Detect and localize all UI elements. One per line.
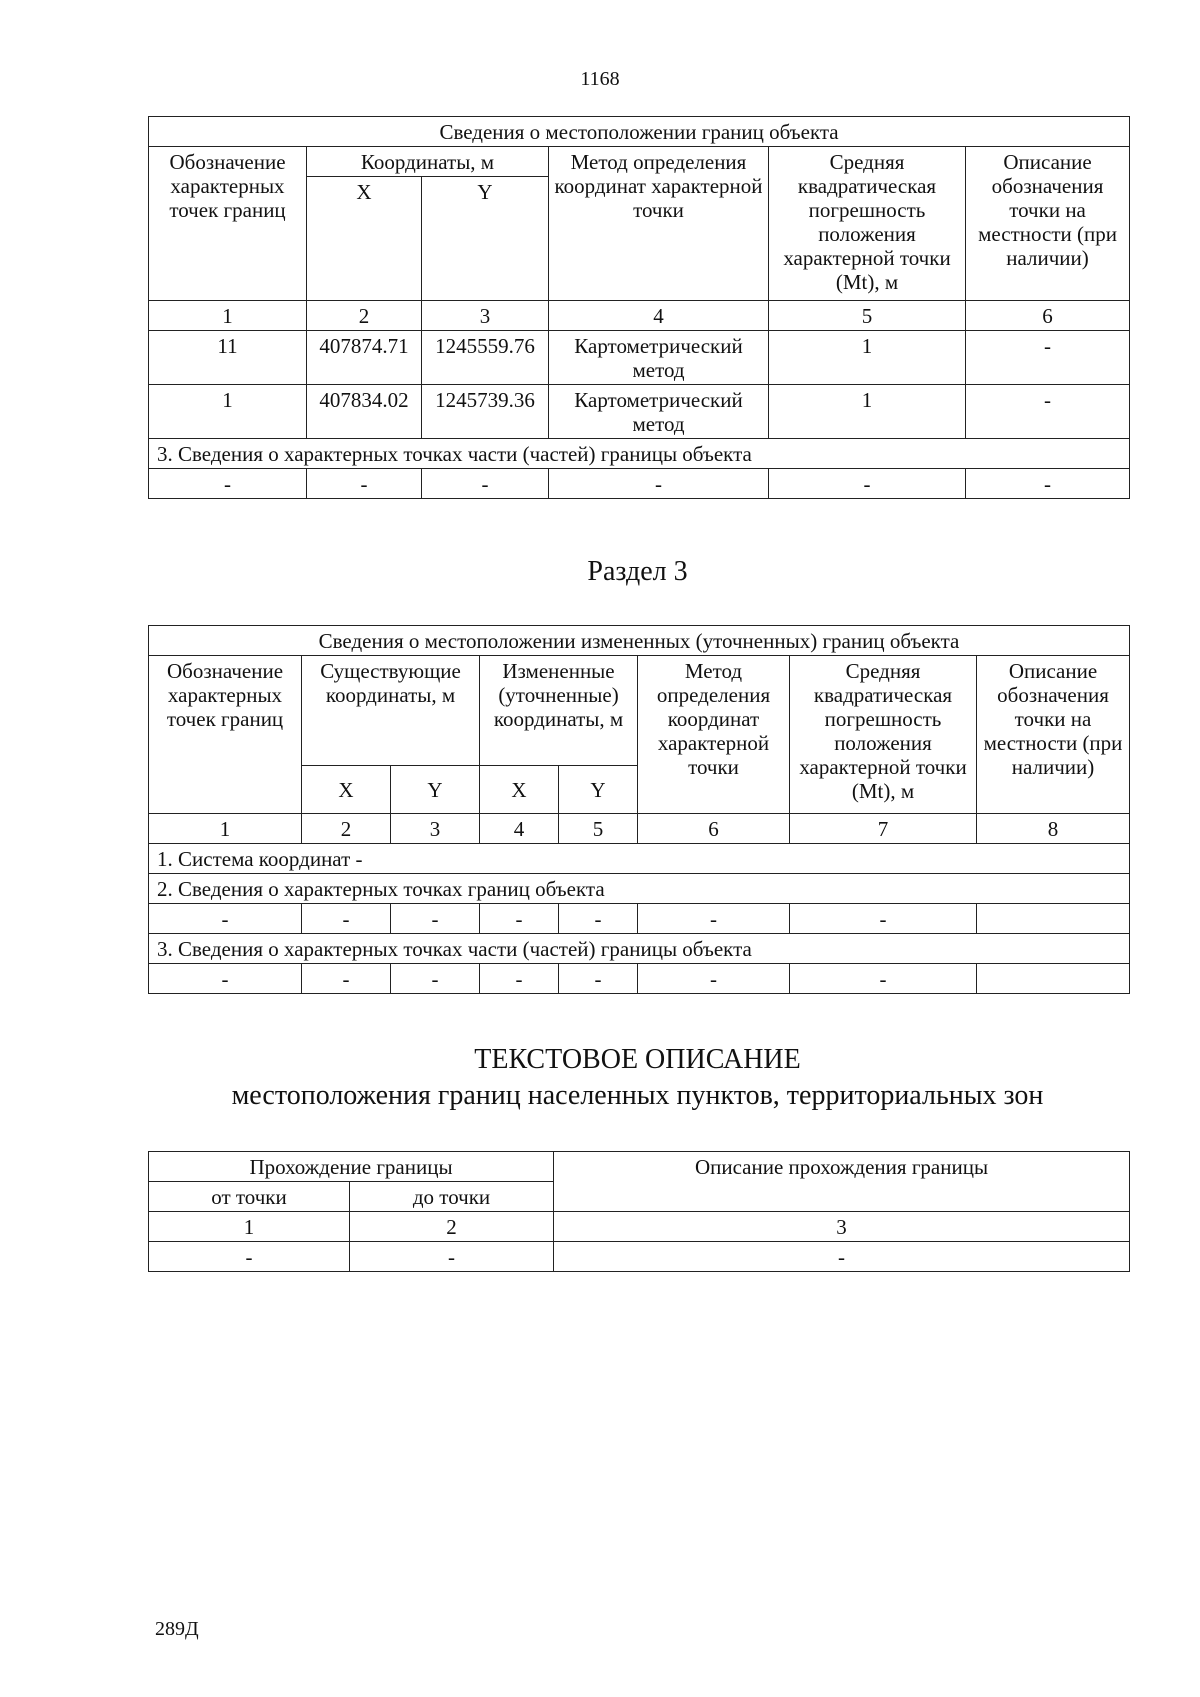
column-number: 3 (554, 1212, 1130, 1242)
empty-cell: - (480, 964, 559, 994)
header-x: X (302, 766, 391, 814)
point-designation: 11 (149, 331, 307, 385)
page-number: 1168 (580, 68, 620, 90)
empty-cell: - (307, 469, 422, 499)
column-number: 2 (350, 1212, 554, 1242)
header-x: X (480, 766, 559, 814)
error-value: 1 (769, 385, 966, 439)
empty-cell: - (966, 469, 1130, 499)
empty-cell: - (554, 1242, 1130, 1272)
error-value: 1 (769, 331, 966, 385)
header-passage-description: Описание прохождения границы (554, 1152, 1130, 1212)
empty-cell: - (638, 964, 790, 994)
column-number: 2 (302, 814, 391, 844)
empty-cell: - (480, 904, 559, 934)
empty-cell: - (769, 469, 966, 499)
header-coordinates: Координаты, м (307, 147, 549, 177)
column-number: 1 (149, 301, 307, 331)
column-number: 5 (769, 301, 966, 331)
header-method: Метод определения координат характерной точки (638, 656, 790, 814)
column-number: 2 (307, 301, 422, 331)
empty-cell: - (350, 1242, 554, 1272)
table-title: Сведения о местоположении границ объекта (149, 117, 1130, 147)
section-label: 3. Сведения о характерных точках части (частей) границы объекта (149, 934, 1130, 964)
header-y: Y (391, 766, 480, 814)
section-heading: Раздел 3 (587, 556, 688, 587)
empty-cell: - (559, 964, 638, 994)
column-number: 4 (480, 814, 559, 844)
coord-y: 1245739.36 (422, 385, 549, 439)
column-number: 3 (422, 301, 549, 331)
section-label: 2. Сведения о характерных точках границ объекта (149, 874, 1130, 904)
table-row (149, 385, 1130, 439)
coord-x: 407874.71 (307, 331, 422, 385)
empty-cell (977, 964, 1130, 994)
section-label: 1. Система координат - (149, 844, 1130, 874)
column-number: 5 (559, 814, 638, 844)
point-designation: 1 (149, 385, 307, 439)
header-changed-coordinates: Измененные (уточненные) координаты, м (480, 656, 638, 766)
table-row (149, 1242, 1130, 1272)
empty-cell: - (549, 469, 769, 499)
table-row (149, 904, 1130, 934)
section-label: 3. Сведения о характерных точках части (частей) границы объекта (149, 439, 1130, 469)
column-number: 6 (638, 814, 790, 844)
header-passage: Прохождение границы (149, 1152, 554, 1182)
column-number: 1 (149, 814, 302, 844)
coord-y: 1245559.76 (422, 331, 549, 385)
column-number: 3 (391, 814, 480, 844)
coord-x: 407834.02 (307, 385, 422, 439)
text-description-subheading: местоположения границ населенных пунктов, территориальных зон (231, 1080, 1044, 1111)
column-number: 7 (790, 814, 977, 844)
table-title: Сведения о местоположении измененных (уточненных) границ объекта (149, 626, 1130, 656)
header-description: Описание обозначения точки на местности (при наличии) (966, 147, 1130, 301)
header-error: Средняя квадратическая погрешность положения характерной точки (Mt), м (769, 147, 966, 301)
empty-cell: - (149, 1242, 350, 1272)
column-number: 6 (966, 301, 1130, 331)
footer-code: 289Д (155, 1618, 199, 1640)
empty-cell: - (149, 964, 302, 994)
empty-cell: - (559, 904, 638, 934)
empty-cell: - (302, 904, 391, 934)
empty-cell: - (149, 904, 302, 934)
empty-cell: - (638, 904, 790, 934)
table-row (149, 469, 1130, 499)
text-description-heading: ТЕКСТОВОЕ ОПИСАНИЕ (474, 1044, 801, 1075)
boundary-location-table (148, 116, 1130, 499)
empty-cell: - (149, 469, 307, 499)
column-number: 1 (149, 1212, 350, 1242)
header-description: Описание обозначения точки на местности (при наличии) (977, 656, 1130, 814)
header-designation: Обозначение характерных точек границ (149, 147, 307, 301)
header-x: X (307, 177, 422, 301)
column-number: 8 (977, 814, 1130, 844)
empty-cell: - (391, 964, 480, 994)
empty-cell: - (422, 469, 549, 499)
empty-cell: - (302, 964, 391, 994)
method-value: Картометрический метод (549, 385, 769, 439)
header-error: Средняя квадратическая погрешность положения характерной точки (Mt), м (790, 656, 977, 814)
empty-cell: - (790, 964, 977, 994)
table-row (149, 331, 1130, 385)
column-number: 4 (549, 301, 769, 331)
description-value: - (966, 331, 1130, 385)
changed-boundary-table (148, 625, 1130, 994)
table-row (149, 964, 1130, 994)
empty-cell (977, 904, 1130, 934)
header-method: Метод определения координат характерной точки (549, 147, 769, 301)
header-y: Y (559, 766, 638, 814)
boundary-passage-table (148, 1151, 1130, 1272)
header-designation: Обозначение характерных точек границ (149, 656, 302, 814)
header-to-point: до точки (350, 1182, 554, 1212)
description-value: - (966, 385, 1130, 439)
empty-cell: - (790, 904, 977, 934)
header-from-point: от точки (149, 1182, 350, 1212)
method-value: Картометрический метод (549, 331, 769, 385)
empty-cell: - (391, 904, 480, 934)
header-y: Y (422, 177, 549, 301)
header-existing-coordinates: Существующие координаты, м (302, 656, 480, 766)
